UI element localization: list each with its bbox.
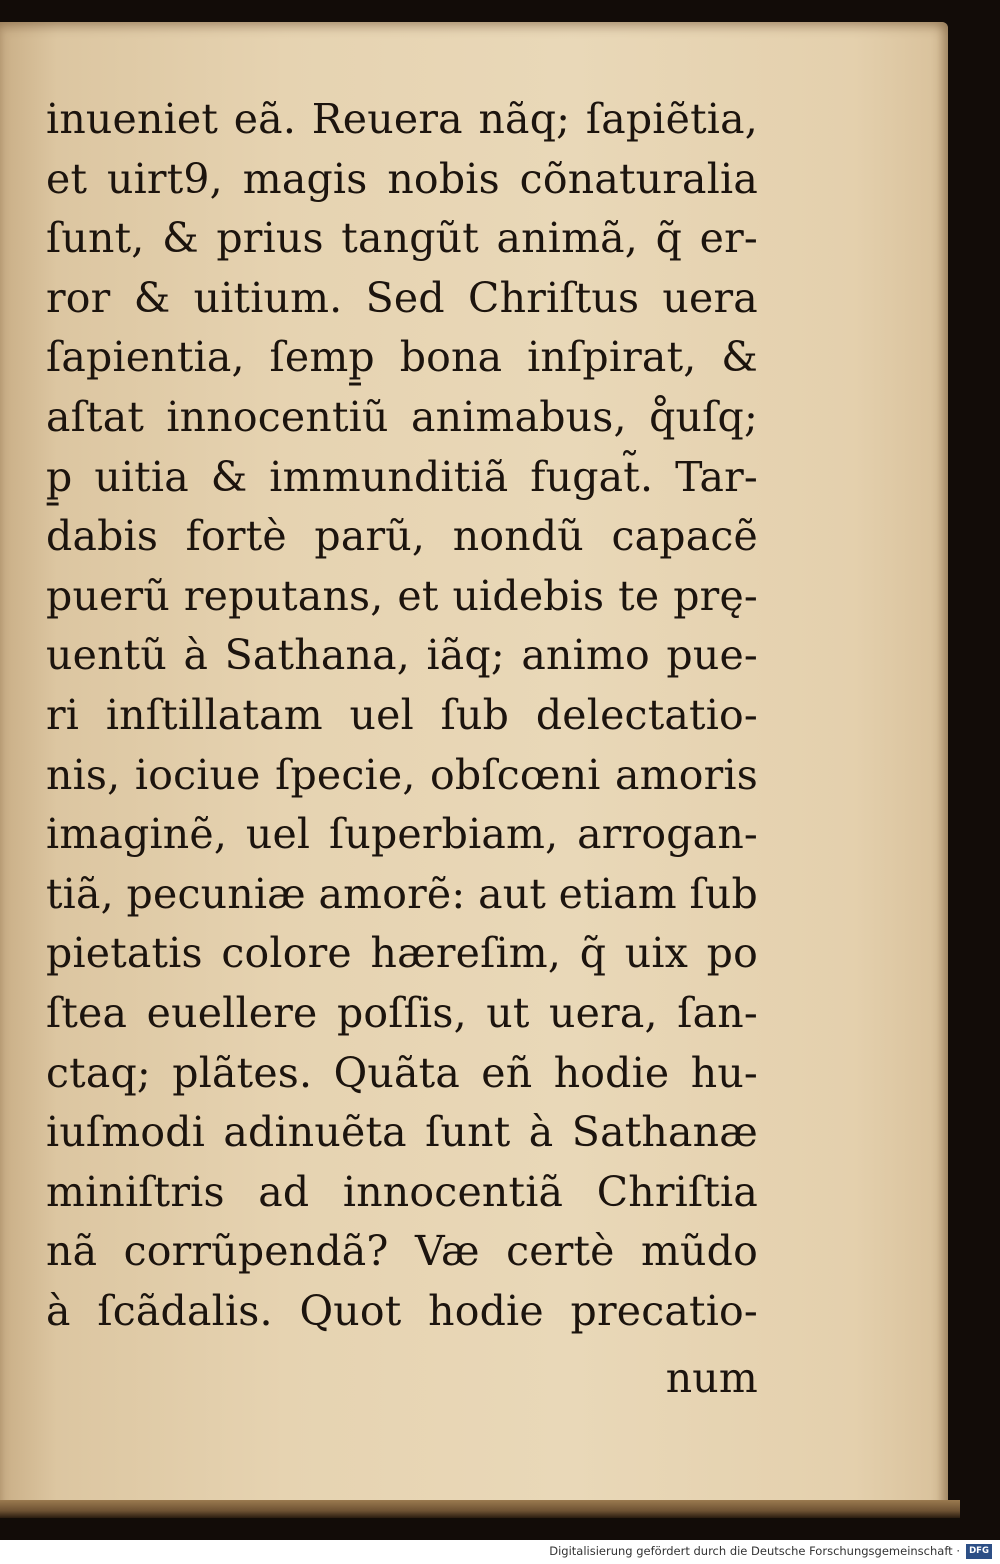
- word: uix: [624, 929, 689, 978]
- word: eã.: [233, 95, 297, 143]
- word: pietatis: [46, 929, 203, 978]
- word: inſpirat,: [527, 333, 697, 382]
- word: Chriſtia: [596, 1167, 758, 1216]
- word: parũ,: [314, 512, 426, 561]
- text-line: [46, 90, 758, 150]
- word: Sathana,: [224, 631, 410, 680]
- catchword: num: [665, 1354, 758, 1403]
- word: miniſtris: [46, 1167, 225, 1216]
- word: mũdo: [640, 1227, 758, 1276]
- word: innocentiã: [342, 1167, 564, 1216]
- word: er-: [699, 214, 758, 263]
- word: uera: [662, 273, 758, 322]
- word: reputans,: [183, 571, 384, 620]
- text-line: [46, 567, 758, 627]
- word: tangũt: [341, 214, 479, 263]
- word: ſunt: [425, 1108, 511, 1157]
- word: ctaq;: [46, 1048, 151, 1097]
- word: uitium.: [193, 273, 343, 322]
- word: ut: [486, 988, 530, 1037]
- page-text: [46, 90, 758, 1409]
- word: bona: [399, 333, 503, 382]
- word: ſemp̱: [269, 333, 375, 382]
- word: amoris: [615, 750, 758, 799]
- word: adinuẽta: [223, 1108, 407, 1157]
- word: arrogan-: [577, 810, 758, 859]
- word: Quot: [299, 1286, 402, 1335]
- digitization-footer: [0, 1540, 1000, 1564]
- text-line: [46, 865, 758, 925]
- word: ſapientia,: [46, 333, 245, 382]
- word: nobis: [387, 154, 500, 203]
- word: iociue: [134, 750, 261, 799]
- word: ſuperbiam,: [328, 810, 559, 859]
- word: à: [183, 631, 209, 680]
- word: inueniet: [46, 95, 219, 143]
- word: magis: [242, 154, 368, 203]
- word: obſcœni: [430, 750, 601, 799]
- word: imaginẽ,: [46, 810, 228, 859]
- text-line: [46, 507, 758, 567]
- word: ſub: [440, 690, 510, 739]
- text-line: [46, 448, 758, 508]
- word: ſub: [689, 869, 758, 918]
- word: &: [210, 452, 248, 501]
- word: hodie: [428, 1286, 544, 1335]
- word: fortè: [185, 512, 287, 561]
- word: animabus,: [410, 392, 627, 441]
- word: cõnaturalia: [519, 154, 758, 203]
- word: eñ: [481, 1048, 533, 1097]
- word: prius: [216, 214, 324, 263]
- text-line: [46, 388, 758, 448]
- word: immunditiã: [269, 452, 509, 501]
- text-line: [46, 686, 758, 746]
- word: ad: [258, 1167, 310, 1216]
- word: uentũ: [46, 631, 167, 680]
- text-line: [46, 1282, 758, 1342]
- word: uirt9,: [106, 154, 223, 203]
- word: p̱: [46, 452, 73, 501]
- text-line: [46, 269, 758, 329]
- word: te: [618, 571, 660, 620]
- text-line: [46, 1044, 758, 1104]
- word: hu-: [690, 1048, 758, 1097]
- word: &: [162, 214, 199, 263]
- word: dabis: [46, 512, 159, 561]
- word: à: [528, 1108, 554, 1157]
- word: colore: [221, 929, 352, 978]
- word: Væ: [414, 1227, 480, 1276]
- word: à: [46, 1286, 71, 1335]
- word: ror: [46, 273, 111, 322]
- word: hodie: [553, 1048, 670, 1097]
- word: q̊uſq;: [649, 392, 758, 441]
- word: Chriſtus: [468, 273, 640, 322]
- word: uera,: [549, 988, 658, 1037]
- word: ſpecie,: [275, 750, 416, 799]
- word: po: [706, 929, 758, 978]
- word: animã,: [496, 214, 639, 263]
- word: uel: [245, 810, 311, 859]
- word: animo: [521, 631, 650, 680]
- word: hæreſim,: [370, 929, 562, 978]
- word: &: [721, 333, 758, 382]
- word: capacẽ: [611, 512, 758, 561]
- word: precatio-: [570, 1286, 758, 1335]
- word: Reuera: [311, 95, 463, 143]
- dfg-logo: DFG: [966, 1544, 992, 1559]
- word: amorẽ:: [318, 869, 466, 918]
- word: Quãta: [333, 1048, 460, 1097]
- text-line: [46, 805, 758, 865]
- word: certè: [506, 1227, 615, 1276]
- text-line: [46, 626, 758, 686]
- word: innocentiũ: [166, 392, 389, 441]
- word: q̃: [655, 214, 683, 263]
- word: Sathanæ: [571, 1108, 758, 1157]
- word: ſcãdalis.: [97, 1286, 273, 1335]
- word: delectatio-: [535, 690, 758, 739]
- word: nãq;: [478, 95, 571, 143]
- word: Tar-: [675, 452, 758, 501]
- text-line: [46, 328, 758, 388]
- word: puerũ: [46, 571, 170, 620]
- word: aſtat: [46, 392, 145, 441]
- word: nis,: [46, 750, 121, 799]
- page-edge: [0, 1500, 960, 1518]
- word: pue-: [666, 631, 758, 680]
- word: nã: [46, 1227, 98, 1276]
- word: ſan-: [677, 988, 758, 1037]
- word: nondũ: [452, 512, 584, 561]
- word: inſtillatam: [105, 690, 323, 739]
- text-line: [46, 1163, 758, 1223]
- word: aut: [478, 869, 547, 918]
- word: iãq;: [426, 631, 505, 680]
- word: uel: [349, 690, 414, 739]
- word: et: [46, 154, 88, 203]
- word: &: [133, 273, 171, 322]
- word: et: [397, 571, 439, 620]
- word: plãtes.: [172, 1048, 313, 1097]
- word: ſunt,: [46, 214, 145, 263]
- word: pecuniæ: [126, 869, 306, 918]
- word: ſtea: [46, 988, 128, 1037]
- word: ri: [46, 690, 80, 739]
- word: uidebis: [452, 571, 605, 620]
- text-line: [46, 746, 758, 806]
- word: ſapiẽtia,: [585, 95, 758, 143]
- word: iuſmodi: [46, 1108, 206, 1157]
- word: fugat̃.: [530, 452, 654, 501]
- text-line: [46, 209, 758, 269]
- text-line: [46, 1103, 758, 1163]
- text-line: [46, 150, 758, 210]
- text-line: [46, 924, 758, 984]
- text-line: [46, 1222, 758, 1282]
- word: tiã,: [46, 869, 114, 918]
- word: q̃: [579, 929, 607, 978]
- book-page: [0, 22, 948, 1518]
- word: prę-: [673, 571, 758, 620]
- word: Sed: [365, 273, 445, 322]
- word: uitia: [94, 452, 189, 501]
- word: corrũpendã?: [123, 1227, 389, 1276]
- footer-credit: Digitalisierung gefördert durch die Deutsche Forschungsgemeinschaft ·: [549, 1544, 960, 1558]
- text-line: [46, 984, 758, 1044]
- word: poſſis,: [336, 988, 467, 1037]
- word: euellere: [146, 988, 318, 1037]
- word: etiam: [558, 869, 677, 918]
